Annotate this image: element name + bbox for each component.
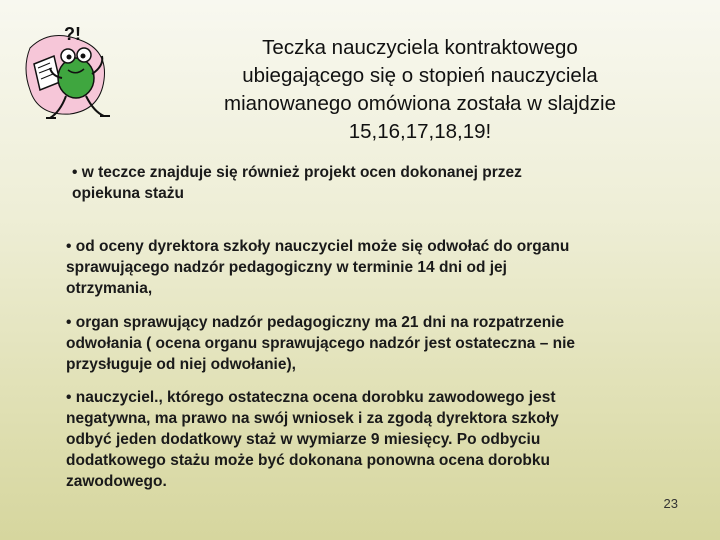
page-number: 23 (663, 496, 678, 511)
bullet-teczka (72, 162, 632, 204)
bullet-line: • w teczce znajduje się również projekt ocen dokonanej przez (72, 164, 522, 181)
bullet-line: • nauczyciel., którego ostateczna ocena dorobku zawodowego jest (66, 389, 556, 406)
title-line: 15,16,17,18,19! (348, 120, 492, 143)
bullet-dodatkowy-staz (66, 387, 666, 492)
title-line: ubiegającego się o stopień nauczyciela (242, 64, 598, 87)
bullet-line: opiekuna stażu (72, 185, 184, 202)
bullet-line: sprawującego nadzór pedagogiczny w terminie 14 dni od jej (66, 259, 507, 276)
bullet-line: otrzymania, (66, 280, 153, 297)
clipart-marks: ?! (64, 24, 81, 44)
bullet-odwolanie (66, 236, 666, 299)
bullet-line: dodatkowego stażu może być dokonana ponowna ocena dorobku (66, 452, 550, 469)
bullet-line: zawodowego. (66, 473, 167, 490)
bullet-line: • od oceny dyrektora szkoły nauczyciel może się odwołać do organu (66, 238, 570, 255)
bullet-line: • organ sprawujący nadzór pedagogiczny ma 21 dni na rozpatrzenie (66, 314, 565, 331)
bullet-line: negatywna, ma prawo na swój wniosek i za zgodą dyrektora szkoły (66, 410, 559, 427)
bullet-line: przysługuje od niej odwołanie), (66, 356, 296, 373)
slide-title (150, 34, 690, 146)
bullet-organ-nadzoru (66, 312, 666, 375)
bullet-line: odbyć jeden dodatkowy staż w wymiarze 9 miesięcy. Po odbyciu (66, 431, 541, 448)
title-line: Teczka nauczyciela kontraktowego (262, 36, 578, 59)
confused-frog-reading-icon (20, 18, 116, 128)
bullet-line: odwołania ( ocena organu sprawującego nadzór jest ostateczna – nie (66, 335, 576, 352)
title-line: mianowanego omówiona została w slajdzie (224, 92, 616, 115)
